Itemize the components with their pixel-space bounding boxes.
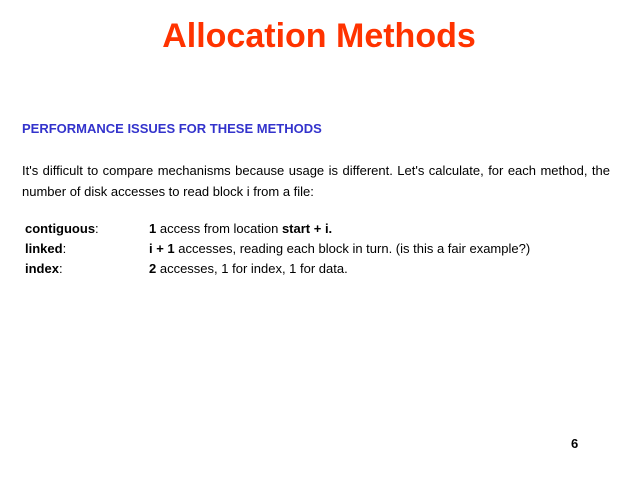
method-name [25,239,66,259]
method-row-index [25,259,625,279]
desc-bold-2: start + i. [281,221,333,236]
method-name-colon: : [62,241,67,256]
desc-text: accesses, 1 for index, 1 for data. [156,261,348,276]
method-description [149,219,332,239]
desc-text: access from location [156,221,282,236]
method-row-contiguous [25,219,625,239]
method-name-text: linked [25,241,63,256]
method-name-text: contiguous [25,221,96,236]
method-name-colon: : [58,261,63,276]
method-description [149,259,348,279]
method-name-text: index [25,261,59,276]
methods-list [25,219,625,279]
intro-paragraph: It's difficult to compare mechanisms because usage is different. Let's calculate, for each method, the number of disk accesses to read block i from a file: [22,163,610,199]
method-name-colon: : [95,221,99,236]
page-number: 6 [571,436,579,451]
method-name [25,219,99,239]
method-description [149,239,530,259]
section-heading: PERFORMANCE ISSUES FOR THESE METHODS [22,121,322,136]
desc-bold: i + 1 [149,241,175,256]
desc-bold: 2 [149,261,157,276]
method-row-linked [25,239,625,259]
method-name [25,259,63,279]
slide-title: Allocation Methods [162,17,476,55]
desc-bold: 1 [149,221,157,236]
desc-text: accesses, reading each block in turn. (is this a fair example?) [174,241,531,256]
